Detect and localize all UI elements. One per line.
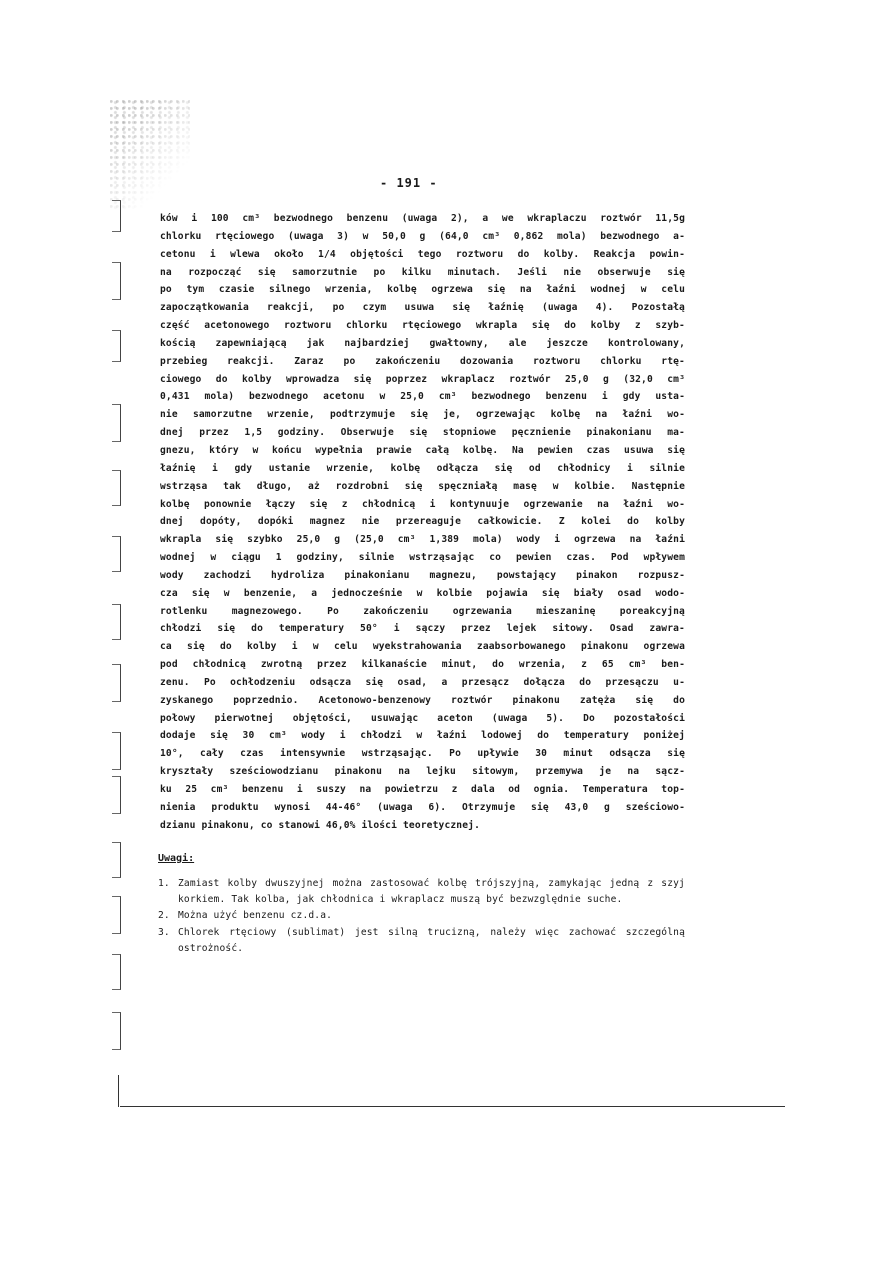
- body-line: dnej dopóty, dopóki magnez nie przereaguje całkowicie. Z kolei do kolby: [160, 516, 685, 528]
- binding-mark: [112, 262, 121, 300]
- body-line: dodaje się 30 cm³ wody i chłodzi w łaźni lodowej do temperatury poniżej: [160, 730, 685, 742]
- body-line: ca się do kolby i w celu wyekstrahowania zaabsorbowanego pinakonu ogrzewa: [160, 641, 685, 653]
- body-line: wodnej w ciągu 1 godziny, silnie wstrząsając co pewien czas. Pod wpływem: [160, 552, 685, 564]
- binding-mark: [112, 536, 121, 572]
- binding-mark: [112, 842, 121, 878]
- body-line: pod chłodnicą zwrotną przez kilkanaście minut, do wrzenia, z 65 cm³ ben-: [160, 659, 685, 671]
- note-text: Można użyć benzenu cz.d.a.: [178, 910, 333, 922]
- binding-mark: [112, 404, 121, 442]
- body-line: na rozpocząć się samorzutnie po kilku minutach. Jeśli nie obserwuje się: [160, 266, 685, 278]
- note-item: [158, 876, 685, 908]
- binding-mark: [112, 604, 121, 640]
- body-line: 10°, cały czas intensywnie wstrząsając. Po upływie 30 minut odsącza się: [160, 748, 685, 760]
- body-line: łaźnię i gdy ustanie wrzenie, kolbę odłącza się od chłodnicy i silnie: [160, 462, 685, 474]
- binding-mark: [112, 776, 121, 814]
- body-line: połowy pierwotnej objętości, usuwając aceton (uwaga 5). Do pozostałości: [160, 712, 685, 724]
- bottom-rule: [120, 1106, 785, 1107]
- binding-marks: [108, 0, 128, 1263]
- body-line: przebieg reakcji. Zaraz po zakończeniu dozowania roztworu chlorku rtę-: [160, 355, 685, 367]
- note-number: 3.: [158, 926, 170, 938]
- notes-list: [158, 876, 685, 957]
- body-line: część acetonowego roztworu chlorku rtęciowego wkrapla się do kolby z szyb-: [160, 320, 685, 332]
- body-line: chłodzi się do temperatury 50° i sączy przez lejek sitowy. Osad zawra-: [160, 623, 685, 635]
- note-text: Chlorek rtęciowy (sublimat) jest silną trucizną, należy więc zachować szczególną ostrożność.: [178, 926, 685, 954]
- binding-mark: [112, 954, 121, 990]
- binding-mark: [112, 664, 121, 702]
- binding-mark: [112, 470, 121, 506]
- body-line: wkrapla się szybko 25,0 g (25,0 cm³ 1,389 mola) wody i ogrzewa na łaźni: [160, 534, 685, 546]
- body-line: rotlenku magnezowego. Po zakończeniu ogrzewania mieszaninę poreakcyjną: [160, 605, 685, 617]
- body-line: ku 25 cm³ benzenu i suszy na powietrzu z dala od ognia. Temperatura top-: [160, 784, 685, 795]
- binding-mark: [112, 896, 121, 934]
- note-text: Zamiast kolby dwuszyjnej można zastosować kolbę trójszyjną, zamykając jedną z szyj korkiem. Tak kolba, jak chłodnica i wkraplacz muszą być bezwzględnie suche.: [178, 878, 685, 906]
- notes-heading: Uwagi:: [158, 853, 195, 864]
- note-number: 1.: [158, 878, 170, 889]
- body-line: nie samorzutne wrzenie, podtrzymuje się je, ogrzewając kolbę na łaźni wo-: [160, 409, 685, 421]
- body-line: wody zachodzi hydroliza pinakonianu magnezu, powstający pinakon rozpusz-: [160, 569, 685, 581]
- body-line: kością zapewniającą jak najbardziej gwałtowny, ale jeszcze kontrolowany,: [160, 337, 685, 349]
- body-line: cza się w benzenie, a jednocześnie w kolbie pojawia się biały osad wodo-: [160, 587, 685, 599]
- binding-mark: [112, 330, 121, 362]
- body-line: ciowego do kolby wprowadza się poprzez wkraplacz roztwór 25,0 g (32,0 cm³: [160, 373, 685, 385]
- note-item: [158, 925, 685, 957]
- body-text: [160, 210, 685, 835]
- body-line: chlorku rtęciowego (uwaga 3) w 50,0 g (64,0 cm³ 0,862 mola) bezwodnego a-: [160, 230, 685, 242]
- body-line: cetonu i wlewa około 1/4 objętości tego roztworu do kolby. Reakcja powin-: [160, 248, 685, 260]
- body-line: ków i 100 cm³ bezwodnego benzenu (uwaga 2), a we wkraplaczu roztwór 11,5g: [160, 213, 685, 224]
- body-line: dnej przez 1,5 godziny. Obserwuje się stopniowe pęcznienie pinakonianu ma-: [160, 427, 685, 439]
- body-line: wstrząsa tak długo, aż rozdrobni się spęczniałą masę w kolbie. Następnie: [160, 480, 685, 492]
- body-line: kolbę ponownie łączy się z chłodnicą i kontynuuje ogrzewanie na łaźni wo-: [160, 498, 685, 510]
- body-line: zapoczątkowania reakcji, po czym usuwa się łaźnię (uwaga 4). Pozostałą: [160, 302, 685, 314]
- body-line: zyskanego poprzednio. Acetonowo-benzenowy roztwór pinakonu zatęża się do: [160, 694, 685, 706]
- binding-mark: [112, 732, 121, 770]
- binding-mark: [112, 1012, 121, 1050]
- body-line: kryształy sześciowodzianu pinakonu na lejku sitowym, przemywa je na sącz-: [160, 766, 685, 778]
- page-number: - 191 -: [380, 176, 438, 190]
- binding-mark: [112, 200, 121, 232]
- body-line: nienia produktu wynosi 44-46° (uwaga 6). Otrzymuje się 43,0 g sześciowo-: [160, 801, 685, 813]
- body-line: po tym czasie silnego wrzenia, kolbę ogrzewa się na łaźni wodnej w celu: [160, 284, 685, 296]
- body-line: gnezu, który w końcu wypełnia prawie całą kolbę. Na pewien czas usuwa się: [160, 444, 685, 456]
- body-line: zenu. Po ochłodzeniu odsącza się osad, a przesącz dołącza do przesączu u-: [160, 676, 685, 688]
- note-item: [158, 908, 685, 924]
- body-line: 0,431 mola) bezwodnego acetonu w 25,0 cm³ bezwodnego benzenu i gdy usta-: [160, 391, 685, 403]
- note-number: 2.: [158, 910, 170, 922]
- body-line: dzianu pinakonu, co stanowi 46,0% ilości teoretycznej.: [160, 819, 480, 831]
- scan-edge-line: [118, 1075, 119, 1107]
